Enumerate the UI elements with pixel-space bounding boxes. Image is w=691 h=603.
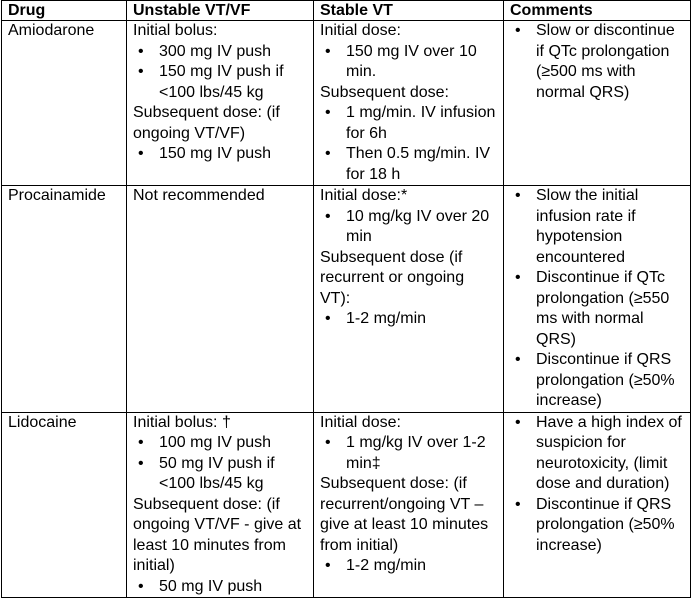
bullet-list <box>320 556 498 577</box>
header-unstable-vt-vf: Unstable VT/VF <box>127 1 314 21</box>
comments-cell <box>504 21 691 186</box>
dose-label: Subsequent dose: <box>320 83 449 101</box>
bullet-item: • Slow the initial infusion rate if hypotension encountered <box>510 186 685 268</box>
dose-label: Initial dose:* <box>320 187 408 204</box>
bullet-item: • 300 mg IV push <box>133 42 308 63</box>
bullet-list <box>320 103 498 185</box>
bullet-item: • 100 mg IV push <box>133 433 308 454</box>
dose-label: Not recommended <box>133 187 265 204</box>
table-row <box>2 21 691 186</box>
bullet-item: • 1-2 mg/min <box>320 309 498 330</box>
bullet-item: • Discontinue if QRS prolongation (≥50% increase) <box>510 495 685 557</box>
header-comments: Comments <box>504 1 691 21</box>
dose-label: Initial bolus: <box>133 22 218 39</box>
bullet-list <box>320 42 498 83</box>
bullet-list <box>320 207 498 248</box>
bullet-item: • 10 mg/kg IV over 20 min <box>320 207 498 248</box>
dose-label: Subsequent dose (if recurrent or ongoing VT): <box>320 248 465 307</box>
header-stable-vt: Stable VT <box>314 1 504 21</box>
unstable-vt-vf-cell <box>127 412 314 598</box>
dose-label: Subsequent dose: (if recurrent/ongoing VT – give at least 10 minutes from initial) <box>320 475 489 554</box>
table-row <box>2 412 691 598</box>
bullet-item: • 150 mg IV push <box>133 144 308 165</box>
bullet-item: • 1-2 mg/min <box>320 556 498 577</box>
bullet-item: • Then 0.5 mg/min. IV for 18 h <box>320 144 498 185</box>
bullet-list <box>133 433 308 495</box>
bullet-list <box>133 577 308 598</box>
comments-cell <box>504 412 691 598</box>
unstable-vt-vf-cell <box>127 21 314 186</box>
bullet-list <box>510 186 685 412</box>
dose-label: Initial dose: <box>320 413 401 431</box>
unstable-vt-vf-cell <box>127 186 314 413</box>
bullet-list <box>510 21 685 103</box>
bullet-item: • Have a high index of suspicion for neurotoxicity, (limit dose and duration) <box>510 413 685 495</box>
comments-cell <box>504 186 691 413</box>
bullet-item: • 1 mg/kg IV over 1-2 min‡ <box>320 433 498 474</box>
header-row <box>2 1 691 21</box>
stable-vt-cell <box>314 186 504 413</box>
bullet-item: • 1 mg/min. IV infusion for 6h <box>320 103 498 144</box>
dose-label: Subsequent dose: (if ongoing VT/VF) <box>133 104 280 142</box>
header-drug: Drug <box>2 1 127 21</box>
bullet-item: • Discontinue if QRS prolongation (≥50% increase) <box>510 350 685 412</box>
bullet-list <box>133 144 308 165</box>
drug-name-cell: Amiodarone <box>2 21 127 186</box>
stable-vt-cell <box>314 412 504 598</box>
bullet-item: • 150 mg IV push if <100 lbs/45 kg <box>133 62 308 103</box>
bullet-item: • Discontinue if QTc prolongation (≥550 ms with normal QRS) <box>510 268 685 350</box>
bullet-list <box>320 433 498 474</box>
table-row <box>2 186 691 413</box>
dose-label: Initial dose: <box>320 22 401 39</box>
bullet-list <box>133 42 308 104</box>
drug-name-cell: Lidocaine <box>2 412 127 598</box>
bullet-list <box>510 413 685 557</box>
dose-label: Initial bolus: † <box>133 413 231 431</box>
stable-vt-cell <box>314 21 504 186</box>
drug-dosing-table <box>1 0 691 598</box>
drug-name-cell: Procainamide <box>2 186 127 413</box>
bullet-item: • Slow or discontinue if QTc prolongation (≥500 ms with normal QRS) <box>510 21 685 103</box>
dose-label: Subsequent dose: (if ongoing VT/VF - give at least 10 minutes from initial) <box>133 495 302 574</box>
bullet-list <box>320 309 498 330</box>
bullet-item: • 150 mg IV over 10 min. <box>320 42 498 83</box>
bullet-item: • 50 mg IV push if <100 lbs/45 kg <box>133 454 308 495</box>
bullet-item: • 50 mg IV push <box>133 577 308 598</box>
